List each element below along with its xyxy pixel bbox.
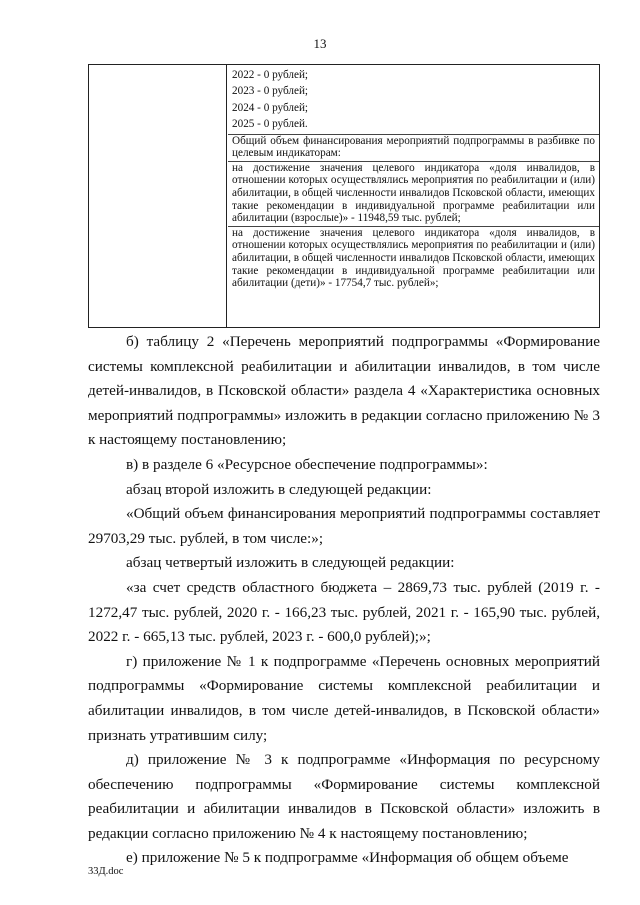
funding-year-line: 2023 - 0 рублей; xyxy=(232,85,309,98)
paragraph-quote-regional: «за счет средств областного бюджета – 2869,73 тыс. рублей (2019 г. - 1272,47 тыс. рублей, 2020 г. - 166,23 тыс. рублей, 2021 г. - 165,90 тыс. рублей, 2022 г. - 665,13 тыс. рублей, 2023 г. - 600,0 рублей);»; xyxy=(88,578,600,646)
paragraph-quote-total: «Общий объем финансирования мероприятий подпрограммы составляет 29703,29 тыс. рублей, в том числе:»; xyxy=(88,505,600,547)
funding-table xyxy=(88,64,600,328)
funding-year-line: 2024 - 0 рублей; xyxy=(232,101,309,114)
indicator-adults-text: на достижение значения целевого индикатора «доля инвалидов, в отношении которых осуществлялись мероприятия по реабилитации и (или) абилитации, в общей численности инвалидов Псковской области, имеющих такие рекомендации в индивидуальной программе реабилитации или абилитации (взрослые)» - 11948,59 тыс. рублей; xyxy=(232,161,595,225)
table-left-cell xyxy=(89,65,227,327)
document-body xyxy=(88,330,600,871)
paragraph-g: г) приложение № 1 к подпрограмме «Перечень основных мероприятий подпрограммы «Формирование системы комплексной реабилитации и абилитации инвалидов, в том числе детей-инвалидов, в Псковской области» признать утратившим силу; xyxy=(88,652,600,744)
file-name-footer: 33Д.doc xyxy=(88,866,124,877)
paragraph-b: б) таблицу 2 «Перечень мероприятий подпрограммы «Формирование системы комплексной реабилитации и абилитации инвалидов, в том числе детей-инвалидов, в Псковской области» раздела 4 «Характеристика основных мероприятий подпрограммы» изложить в редакции согласно приложению № 3 к настоящему постановлению; xyxy=(88,333,600,449)
funding-year-line: 2025 - 0 рублей. xyxy=(232,118,308,131)
funding-year-line: 2022 - 0 рублей; xyxy=(232,69,309,81)
general-funding-text: Общий объем финансирования мероприятий подпрограммы в разбивке по целевым индикаторам: xyxy=(232,134,595,160)
paragraph-abzac-2: абзац второй изложить в следующей редакции: xyxy=(126,480,432,498)
table-right-cell xyxy=(228,65,599,327)
page-number: 13 xyxy=(313,36,327,51)
paragraph-v: в) в разделе 6 «Ресурсное обеспечение подпрограммы»: xyxy=(126,455,488,473)
paragraph-abzac-4: абзац четвертый изложить в следующей редакции: xyxy=(126,554,455,572)
paragraph-e: е) приложение № 5 к подпрограмме «Информация об общем объеме xyxy=(126,849,569,867)
paragraph-d: д) приложение № 3 к подпрограмме «Информация по ресурсному обеспечению подпрограммы «Формирование системы комплексной реабилитации и абилитации инвалидов в Псковской области» изложить в редакции согласно приложению № 4 к настоящему постановлению; xyxy=(88,751,600,842)
indicator-children-text: на достижение значения целевого индикатора «доля инвалидов, в отношении которых осуществлялись мероприятия по реабилитации и (или) абилитации, в общей численности инвалидов Псковской области, имеющих такие рекомендации в индивидуальной программе реабилитации или абилитации (дети)» - 17754,7 тыс. рублей»; xyxy=(232,226,595,290)
